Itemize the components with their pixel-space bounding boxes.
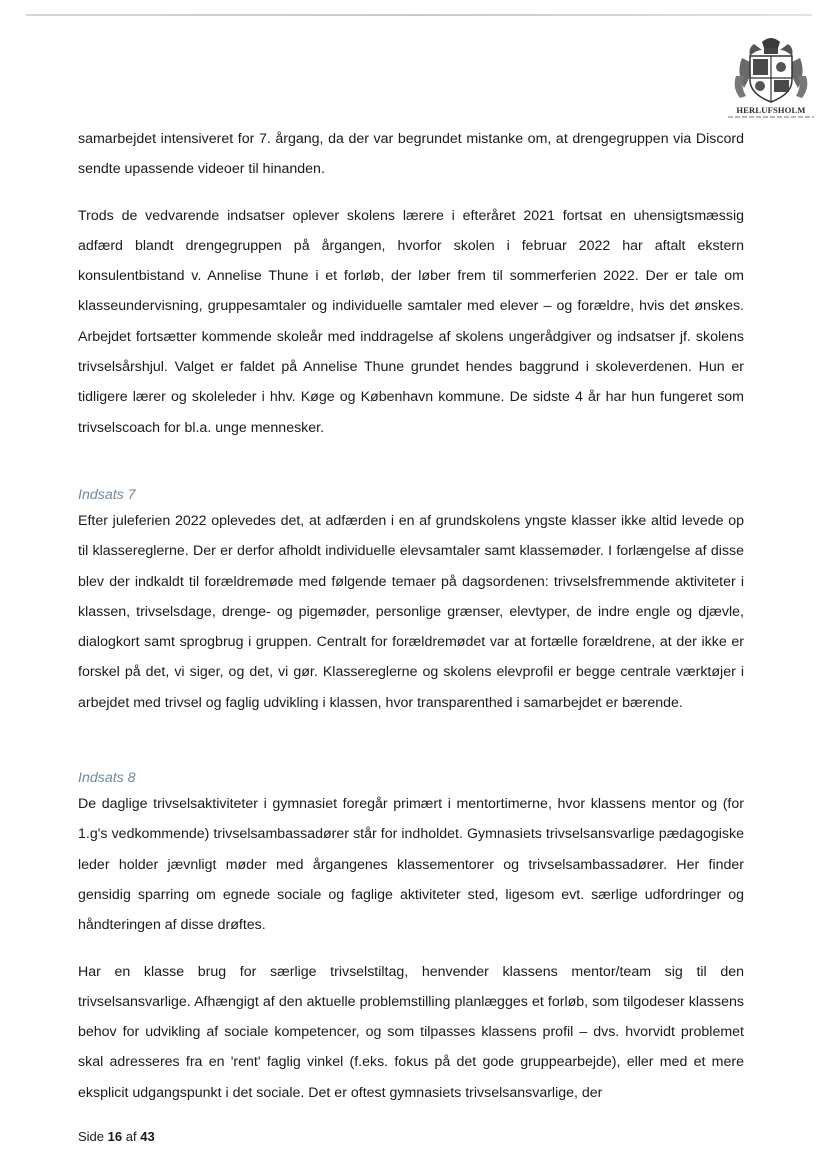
herlufsholm-logo bbox=[728, 36, 814, 126]
paragraph-continued: samarbejdet intensiveret for 7. årgang, da der var begrundet mistanke om, at drengegruppen via Discord sendte upassende videoer til hinanden. bbox=[78, 131, 744, 178]
section-heading: Indsats 8 bbox=[78, 770, 136, 787]
paragraph: Trods de vedvarende indsatser oplever skolens lærere i efteråret 2021 fortsat en uhensigtsmæssig adfærd blandt drengegruppen på årgangen, hvorfor skolen i februar 2022 har aftalt ekstern konsulentbistand v. Annelise Thune i et forløb, der løber frem til sommerferien 2022. Der er tale om klasseundervisning, gruppesamtaler og individuelle samtaler med elever – og forældre, hvis det ønskes. Arbejdet fortsætter kommende skoleår med inddragelse af skolens ungerådgiver og indsatser jf. skolens trivselsårshjul. Valget er faldet på Annelise Thune grundet hendes baggrund i skoleverdenen. Hun er tidligere lærer og skoleleder i hhv. Køge og København kommune. De sidste 4 år har hun fungeret som trivselscoach for bl.a. unge mennesker. bbox=[78, 207, 744, 436]
top-rule bbox=[26, 14, 812, 16]
section-heading: Indsats 7 bbox=[78, 486, 136, 503]
coat-of-arms-icon bbox=[728, 36, 814, 106]
paragraph: De daglige trivselsaktiviteter i gymnasiet foregår primært i mentortimerne, hvor klassens mentor og (for 1.g's vedkommende) trivselsambassadører står for indholdet. Gymnasiets trivselsansvarlige pædagogiske leder holder jævnligt møder med årgangenes klassementorer og trivselsambassadører. Her finder gensidig sparring om egnede sociale og faglige aktiviteter sted, ligesom evt. særlige udfordringer og håndteringen af disse drøftes. bbox=[78, 796, 744, 934]
page-of: af bbox=[125, 1129, 137, 1144]
page-total: 43 bbox=[140, 1129, 155, 1144]
paragraph: Har en klasse brug for særlige trivselstiltag, henvender klassens mentor/team sig til den trivselsansvarlige. Afhængigt af den aktuelle problemstilling planlægges et forløb, som tilgodeser klassens behov for udvikling af sociale kompetencer, og som tilpasses klassens profil – dvs. hvorvidt problemet skal adresseres fra en 'rent' faglig vinkel (f.eks. fokus på det gode gruppearbejde), eller med et mere eksplicit udgangspunkt i det sociale. Det er oftest gymnasiets trivselsansvarlige, der bbox=[78, 963, 744, 1101]
section-indsats-8 bbox=[78, 768, 744, 1108]
page-label: Side bbox=[78, 1129, 105, 1144]
section-indsats-7 bbox=[78, 485, 744, 718]
page-number bbox=[78, 1129, 155, 1144]
page-body bbox=[78, 124, 744, 1108]
paragraph: Efter juleferien 2022 oplevedes det, at adfærden i en af grundskolens yngste klasser ikke altid levede op til klassereglerne. Der er derfor afholdt individuelle elevsamtaler samt klassemøder. I forlængelse af disse blev der indkaldt til forældremøde med følgende temaer på dagsordenen: trivselsfremmende aktiviteter i klassen, trivselsdage, drenge- og pigemøder, personlige grænser, elevtyper, de indre engle og djævle, dialogkort samt sprogbrug i gruppen. Centralt for forældremødet var at fortælle forældrene, at der ikke er forskel på det, vi siger, og det, vi gør. Klassereglerne og skolens elevprofil er begge centrale værktøjer i arbejdet med trivsel og faglig udvikling i klassen, hvor transparenthed i samarbejdet er bærende. bbox=[78, 512, 744, 711]
page-current: 16 bbox=[107, 1129, 123, 1144]
logo-tagline-graphic bbox=[728, 116, 814, 118]
logo-wordmark: HERLUFSHOLM bbox=[736, 105, 806, 115]
